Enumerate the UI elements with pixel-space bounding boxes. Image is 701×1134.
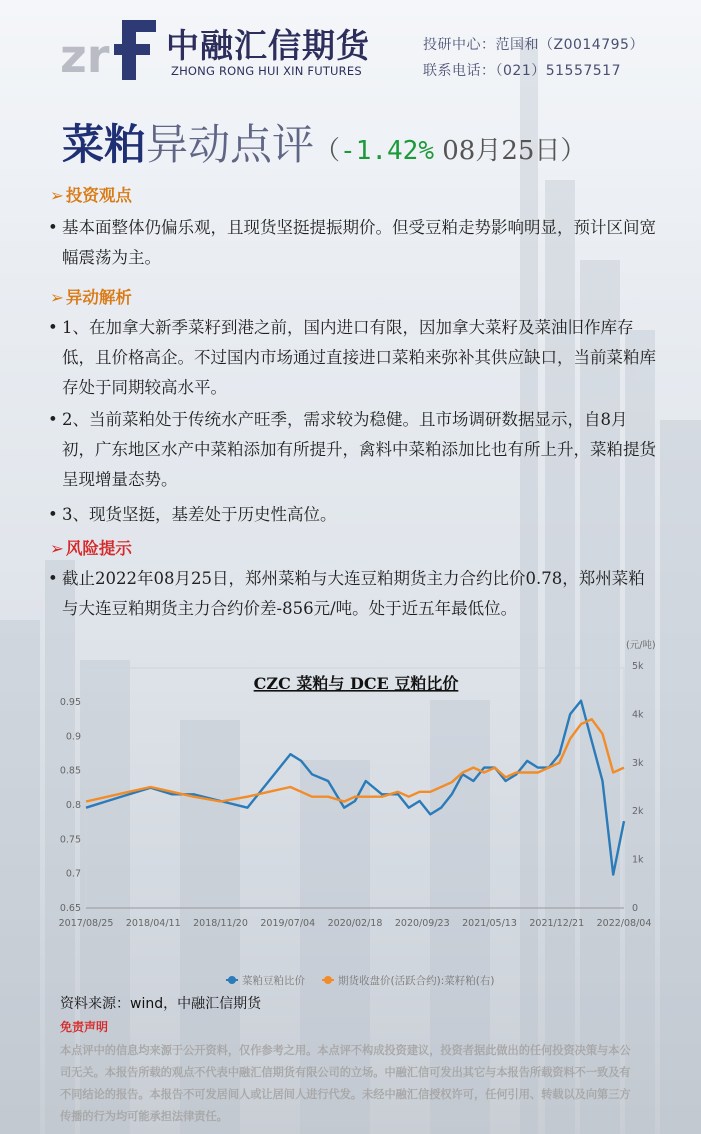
y-left-tick-label: 0.65 <box>59 903 81 914</box>
y-right-tick-label: 0 <box>632 903 639 914</box>
chart-title: CZC 菜粕与 DCE 豆粕比价 <box>253 674 459 693</box>
risk-paragraph: • 截止2022年08月25日，郑州菜粕与大连豆粕期货主力合约比价0.78，郑州菜粕与大连豆粕期货主力合约价差-856元/吨。处于近五年最低位。 <box>48 564 660 624</box>
disclaimer-text: 本点评中的信息均来源于公开资料，仅作参考之用。本点评不构成投资建议，投资者据此做出的任何投资决策与本公司无关。本报告所载的观点不代表中融汇信期货有限公司的立场。中融汇信可发出其它与本报告所载资料不一致及有不同结论的报告。本报告不可发居间人或让居间人进行代发。未经中融汇信授权许可，任何引用、转载以及向第三方传播的行为均可能承担法律责任。 <box>60 1044 631 1123</box>
view-paragraph: • 基本面整体仍偏乐观，且现货坚挺提振期价。但受豆粕走势影响明显，预计区间宽幅震荡为主。 <box>48 213 660 273</box>
bullet-icon: • <box>48 318 58 337</box>
x-tick-label: 2018/11/20 <box>193 918 248 929</box>
ratio-chart <box>58 634 658 994</box>
x-tick-label: 2022/08/04 <box>596 918 652 929</box>
x-tick-label: 2020/02/18 <box>327 918 383 929</box>
x-tick-label: 2017/08/25 <box>58 918 114 929</box>
y-left-tick-label: 0.7 <box>65 868 81 880</box>
bullet-icon: • <box>48 505 58 524</box>
legend-label: 期货收盘价(活跃合约):菜籽粕(右) <box>338 975 495 987</box>
title-type: 异动点评 <box>146 120 315 169</box>
section-heading-analysis: ➢ 异动解析 <box>50 288 132 307</box>
y-left-tick-label: 0.75 <box>59 834 81 846</box>
y-left-tick-label: 0.85 <box>59 765 81 777</box>
series-line <box>86 719 624 801</box>
disclaimer-title: 免责声明 <box>60 1020 109 1034</box>
data-source: 资料来源：wind，中融汇信期货 <box>60 996 262 1012</box>
y-right-tick-label: 3k <box>632 757 644 769</box>
report-header <box>0 0 701 100</box>
legend-marker <box>324 976 332 984</box>
y-right-tick-label: 2k <box>632 806 644 818</box>
analysis-item: • 1、在加拿大新季菜籽到港之前，国内进口有限，因加拿大菜籽及菜油旧作库存低，且价格高企。不过国内市场通过直接进口菜粕来弥补其供应缺口，当前菜粕库存处于同期较高水平。 <box>48 313 660 403</box>
arrow-icon: ➢ <box>50 186 64 205</box>
analysis-item: • 3、现货坚挺，基差处于历史性高位。 <box>48 500 660 530</box>
contact-phone: 联系电话：（021）51557517 <box>423 63 621 79</box>
title-change: -1.42% <box>340 136 434 166</box>
title-product: 菜粕 <box>62 120 147 169</box>
bullet-icon: • <box>48 569 58 588</box>
arrow-icon: ➢ <box>50 288 64 307</box>
analyst-info: 投研中心：范国和（Z0014795） <box>423 37 644 53</box>
x-tick-label: 2020/09/23 <box>394 918 450 929</box>
analysis-item: • 2、当前菜粕处于传统水产旺季，需求较为稳健。且市场调研数据显示，自8月初，广东地区水产中菜粕添加有所提升，禽料中菜粕添加比也有所上升，菜粕提货呈现增量态势。 <box>48 405 660 495</box>
company-logo-icon <box>60 14 160 80</box>
company-name-en: ZHONG RONG HUI XIN FUTURES <box>171 64 362 78</box>
x-tick-label: 2019/07/04 <box>260 918 316 929</box>
series-line <box>86 701 624 875</box>
x-tick-label: 2021/12/21 <box>529 918 585 929</box>
x-tick-label: 2018/04/11 <box>125 918 181 929</box>
y-left-tick-label: 0.8 <box>65 800 81 811</box>
x-tick-label: 2021/05/13 <box>462 918 517 929</box>
legend-label: 菜粕豆粕比价 <box>242 975 305 987</box>
y-right-tick-label: 5k <box>632 661 644 672</box>
plot-frame <box>86 668 624 908</box>
section-heading-risk: ➢ 风险提示 <box>50 539 132 558</box>
y-left-tick-label: 0.95 <box>59 697 81 708</box>
bullet-icon: • <box>48 218 58 237</box>
y-right-tick-label: 4k <box>632 709 644 721</box>
title-date: 08月25日） <box>433 136 587 166</box>
y-right-tick-label: 1k <box>632 854 644 866</box>
report-title <box>62 112 586 172</box>
arrow-icon: ➢ <box>50 539 64 558</box>
right-axis-unit: (元/吨) <box>626 640 656 651</box>
bullet-icon: • <box>48 410 58 429</box>
section-heading-view: ➢ 投资观点 <box>50 186 132 205</box>
svg-text:zr: zr <box>60 29 110 80</box>
legend-marker <box>228 976 236 984</box>
company-name-cn: 中融汇信期货 <box>166 26 370 65</box>
title-paren: （ <box>314 136 341 166</box>
y-left-tick-label: 0.9 <box>65 731 81 743</box>
